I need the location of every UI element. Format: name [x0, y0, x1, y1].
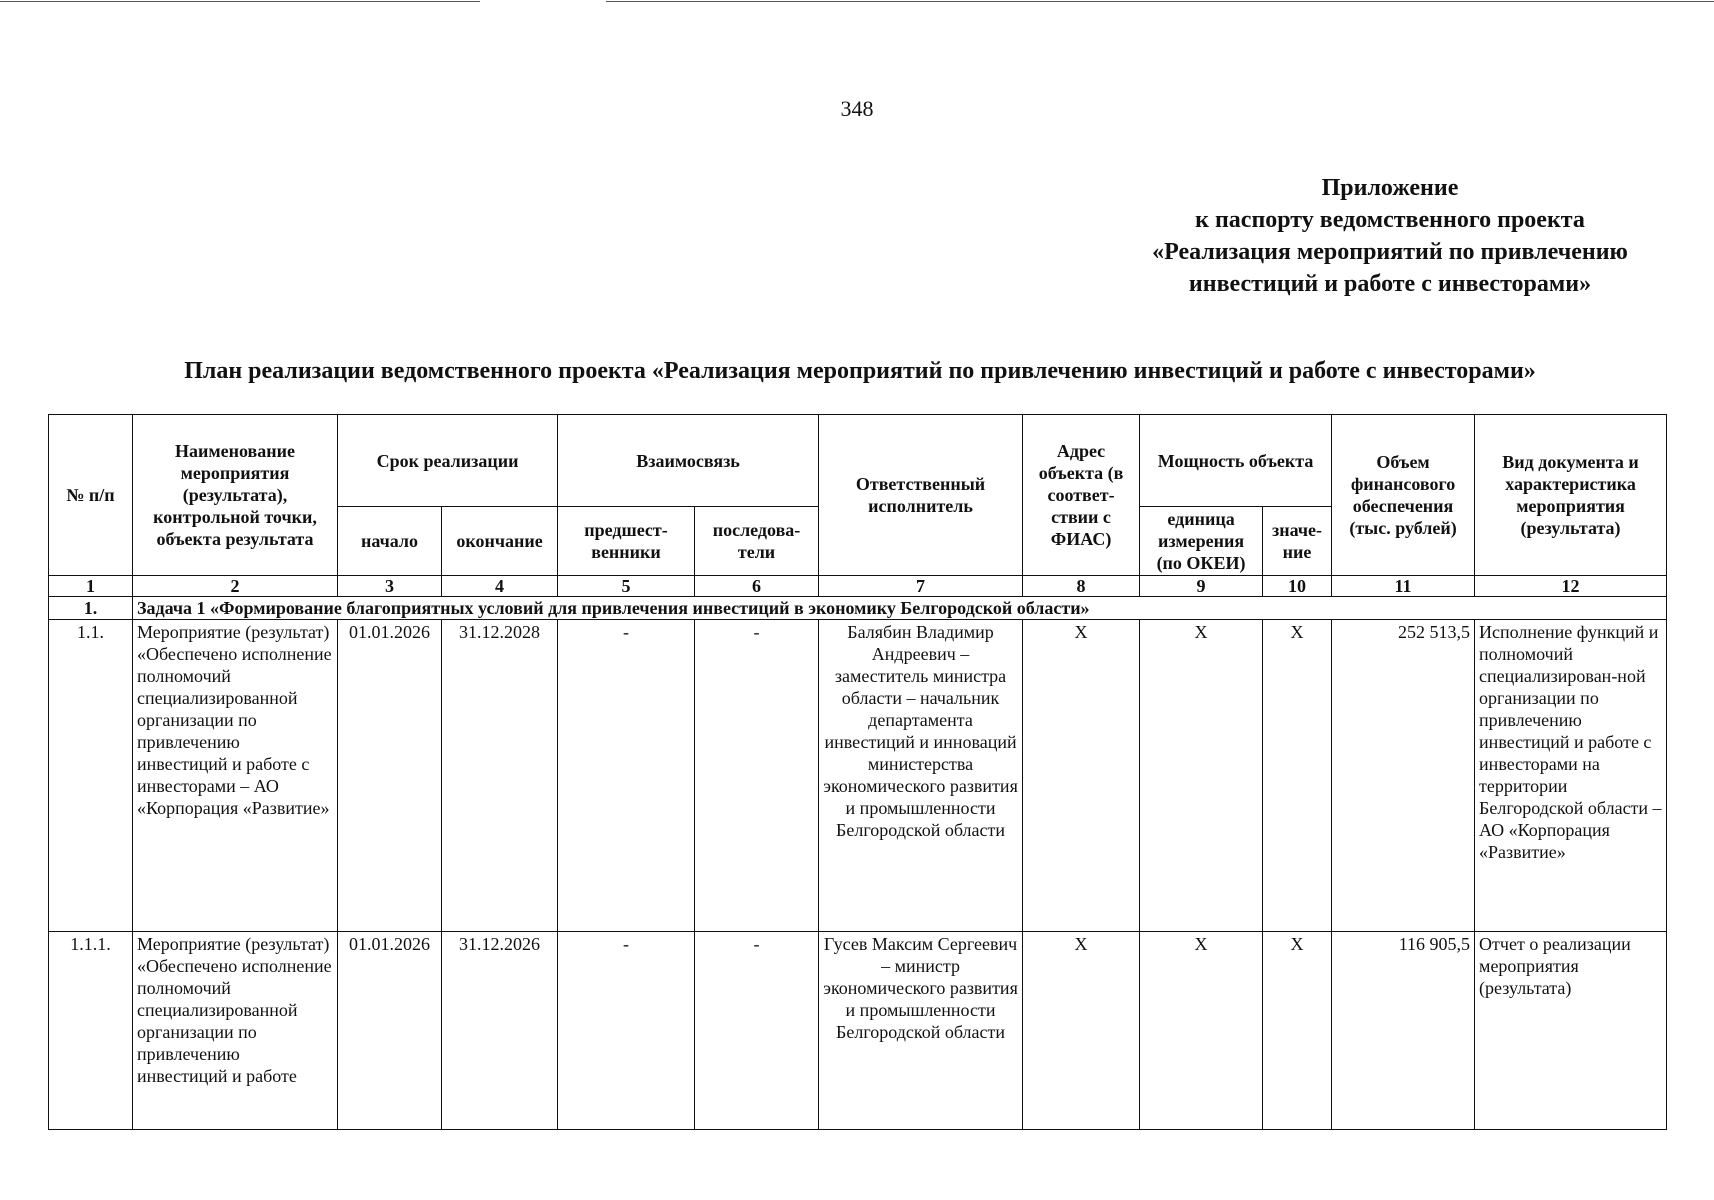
row-name: Мероприятие (результат) «Обеспечено исполнение полномочий специализированной организации по привлечению инвестиций и работе [133, 932, 338, 1130]
column-number: 8 [1023, 576, 1140, 597]
row-funding: 252 513,5 [1332, 620, 1475, 932]
header-executor: Ответственный исполнитель [819, 415, 1023, 576]
page-number: 348 [840, 96, 874, 121]
row-executor: Гусев Максим Сергеевич – министр экономического развития и промышленности Белгородской области [819, 932, 1023, 1130]
header-value: значе-ние [1263, 507, 1332, 576]
appendix-header [1110, 172, 1670, 300]
row-successors: - [695, 932, 819, 1130]
row-number: 1.1.1. [49, 932, 133, 1130]
row-start-date: 01.01.2026 [338, 620, 442, 932]
header-predecessors: предшест-венники [558, 507, 695, 576]
column-number: 9 [1140, 576, 1263, 597]
header-start: начало [338, 507, 442, 576]
appendix-line-3: «Реализация мероприятий по привлечению [1152, 239, 1628, 265]
row-doc: Исполнение функций и полномочий специализирован-ной организации по привлечению инвестиций и работе с инвесторами на территории Белгородской области – АО «Корпорация «Развитие» [1475, 620, 1667, 932]
row-doc: Отчет о реализации мероприятия (результата) [1475, 932, 1667, 1130]
row-predecessors: - [558, 620, 695, 932]
column-number: 6 [695, 576, 819, 597]
row-executor: Балябин Владимир Андреевич – заместитель министра области – начальник департамента инвестиций и инноваций министерства экономического развития и промышленности Белгородской области [819, 620, 1023, 932]
column-number: 2 [133, 576, 338, 597]
header-name: Наименование мероприятия (результата), контрольной точки, объекта результата [133, 415, 338, 576]
column-number: 7 [819, 576, 1023, 597]
row-value: X [1263, 620, 1332, 932]
row-value: X [1263, 932, 1332, 1130]
row-unit: X [1140, 932, 1263, 1130]
header-period: Срок реализации [338, 415, 558, 507]
appendix-line-4: инвестиций и работе с инвесторами» [1188, 271, 1592, 297]
task-row [49, 597, 1667, 620]
scan-edge-line-left [0, 1, 480, 2]
column-number: 10 [1263, 576, 1332, 597]
header-relation: Взаимосвязь [558, 415, 819, 507]
header-doc-type: Вид документа и характеристика мероприятия (результата) [1475, 415, 1667, 576]
header-successors: последова-тели [695, 507, 819, 576]
header-funding: Объем финансового обеспечения (тыс. рублей) [1332, 415, 1475, 576]
column-number: 5 [558, 576, 695, 597]
scan-edge-line-right [606, 1, 1714, 2]
column-number: 4 [442, 576, 558, 597]
header-address: Адрес объекта (в соответ-ствии с ФИАС) [1023, 415, 1140, 576]
row-unit: X [1140, 620, 1263, 932]
row-predecessors: - [558, 932, 695, 1130]
row-end-date: 31.12.2028 [442, 620, 558, 932]
column-numbers-row [49, 576, 1667, 597]
header-num: № п/п [49, 415, 133, 576]
task-number: 1. [49, 597, 133, 620]
appendix-line-1: Приложение [1321, 175, 1459, 201]
row-end-date: 31.12.2026 [442, 932, 558, 1130]
row-successors: - [695, 620, 819, 932]
header-capacity: Мощность объекта [1140, 415, 1332, 507]
table-row [49, 932, 1667, 1130]
plan-title: План реализации ведомственного проекта «Реализация мероприятий по привлечению инвестиций и работе с инвесторами» [184, 358, 1536, 384]
column-number: 3 [338, 576, 442, 597]
row-number: 1.1. [49, 620, 133, 932]
column-number: 12 [1475, 576, 1667, 597]
row-address: X [1023, 620, 1140, 932]
appendix-line-2: к паспорту ведомственного проекта [1195, 207, 1585, 233]
row-name: Мероприятие (результат) «Обеспечено исполнение полномочий специализированной организации по привлечению инвестиций и работе с инвесторами – АО «Корпорация «Развитие» [133, 620, 338, 932]
header-unit: единица измерения (по ОКЕИ) [1140, 507, 1263, 576]
plan-table [48, 414, 1667, 1130]
row-address: X [1023, 932, 1140, 1130]
header-end: окончание [442, 507, 558, 576]
row-funding: 116 905,5 [1332, 932, 1475, 1130]
task-title: Задача 1 «Формирование благоприятных условий для привлечения инвестиций в экономику Белгородской области» [133, 597, 1667, 620]
table-row [49, 620, 1667, 932]
column-number: 1 [49, 576, 133, 597]
row-start-date: 01.01.2026 [338, 932, 442, 1130]
column-number: 11 [1332, 576, 1475, 597]
